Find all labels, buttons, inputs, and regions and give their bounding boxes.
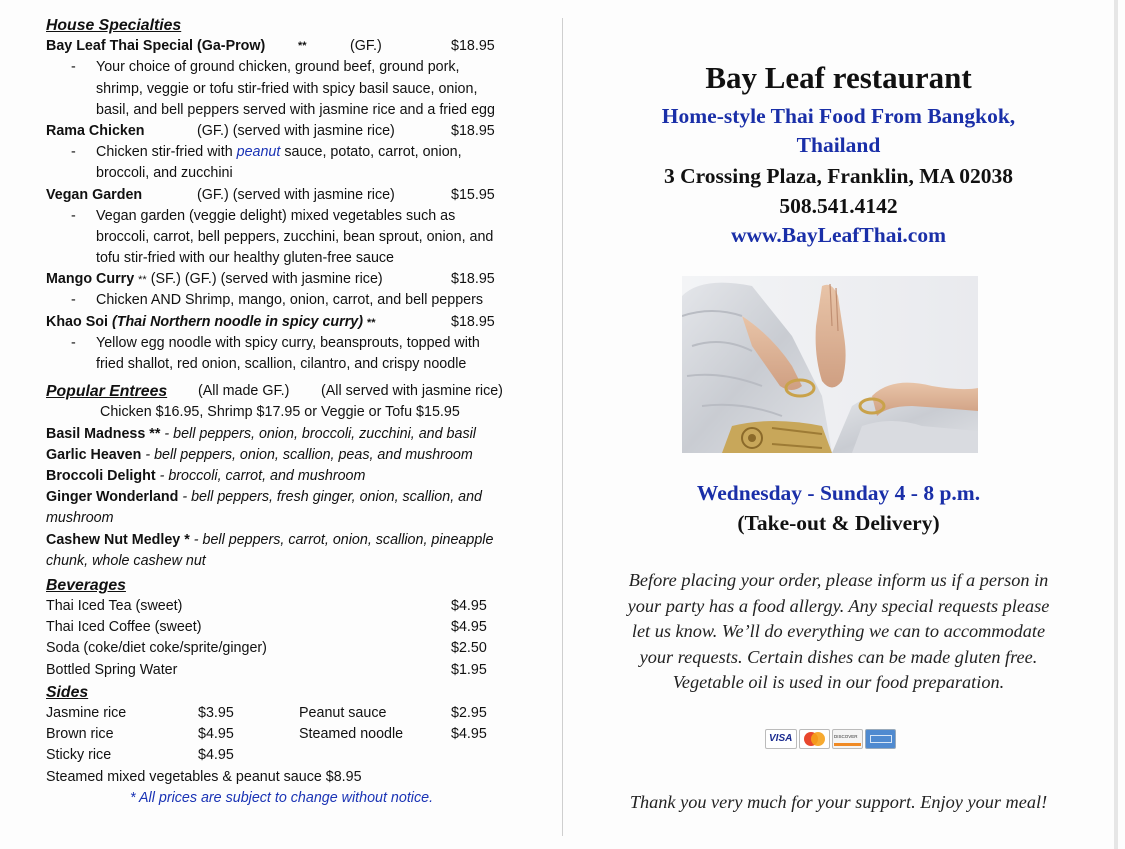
entree-description-continued: mushroom [46, 510, 114, 527]
item-note: (Thai Northern noodle in spicy curry) [111, 313, 363, 330]
restaurant-website: www.BayLeafThai.com [731, 223, 946, 247]
price-disclaimer: * All prices are subject to change without notice. [130, 789, 434, 806]
item-description: - Chicken AND Shrimp, mango, onion, carrot, and bell peppers [71, 292, 484, 309]
item-name: Bay Leaf Thai Special (Ga-Prow) [46, 38, 266, 55]
section-heading-sides: Sides [46, 683, 89, 701]
restaurant-name: Bay Leaf restaurant [705, 60, 972, 95]
item-price: $18.95 [451, 271, 495, 288]
item-description: basil, and bell peppers served with jasmine rice and a fried egg [96, 101, 495, 118]
item-description: - Yellow egg noodle with spicy curry, beansprouts, topped with [71, 334, 480, 351]
menu-item-mango-curry [46, 269, 546, 290]
item-description: tofu stir-fried with our healthy gluten-free sauce [96, 250, 395, 267]
restaurant-tagline: Home-style Thai Food From Bangkok, [661, 104, 1016, 128]
page-edge [1114, 0, 1118, 849]
item-tags: (GF.) (served with jasmine rice) [197, 122, 395, 139]
entree-garlic-heaven: Garlic Heaven - bell peppers, onion, scallion, peas, and mushroom [46, 446, 473, 463]
item-tags: (GF.) [350, 38, 382, 55]
entrees-prices: Chicken $16.95, Shrimp $17.95 or Veggie or Tofu $15.95 [100, 404, 460, 421]
restaurant-phone: 508.541.4142 [779, 194, 898, 218]
entrees-note: (All served with jasmine rice) [321, 383, 503, 400]
service-type: (Take-out & Delivery) [737, 511, 940, 535]
discover-card-icon: DISCOVER [832, 729, 863, 749]
side-item-row: Brown rice $4.95 Steamed noodle $4.95 [46, 726, 487, 743]
item-description: broccoli, and zucchini [96, 165, 233, 182]
item-name: Mango Curry [46, 271, 135, 288]
menu-left-column [46, 15, 546, 809]
entree-basil-madness: Basil Madness ** - bell peppers, onion, broccoli, zucchini, and basil [46, 425, 476, 442]
spicy-marker: ** [366, 316, 376, 329]
side-item-row: Jasmine rice $3.95 Peanut sauce $2.95 [46, 705, 487, 721]
menu-item-khao-soi [46, 312, 546, 333]
beverage-item: Thai Iced Tea (sweet) $4.95 [46, 598, 487, 615]
entree-broccoli-delight: Broccoli Delight - broccoli, carrot, and mushroom [46, 467, 366, 484]
accepted-cards [765, 729, 897, 749]
item-description: - Your choice of ground chicken, ground beef, ground pork, [71, 59, 460, 76]
opening-hours: Wednesday - Sunday 4 - 8 p.m. [696, 481, 981, 505]
beverage-item: Thai Iced Coffee (sweet) $4.95 [46, 619, 487, 636]
menu-item-rama-chicken [46, 121, 546, 142]
item-price: $18.95 [451, 38, 495, 55]
item-description: shrimp, veggie or tofu stir-fried with spicy basil sauce, onion, [96, 80, 478, 97]
item-description: fried shallot, red onion, scallion, cilantro, and crispy noodle [96, 356, 467, 372]
mastercard-icon [799, 729, 830, 749]
allergy-notice: Before placing your order, please inform us if a person in your party has a food allergy. Any special requests please let us know. We’ll do everything we can to accommodate your requests. Certain dishes can be made gluten free. Vegetable oil is used in our food preparation. [627, 570, 1050, 693]
item-price: $15.95 [451, 186, 495, 203]
spicy-marker: ** [138, 274, 147, 287]
entrees-note: (All made GF.) [198, 383, 290, 400]
item-name: Khao Soi [46, 313, 108, 330]
entree-ginger-wonderland: Ginger Wonderland - bell peppers, fresh ginger, onion, scallion, and [46, 489, 482, 506]
entree-description-continued: chunk, whole cashew nut [46, 552, 206, 569]
side-item-row: Sticky rice $4.95 [46, 747, 234, 764]
item-description: - Vegan garden (veggie delight) mixed vegetables such as [71, 207, 456, 224]
item-price: $18.95 [451, 313, 495, 330]
item-name: Rama Chicken [46, 122, 145, 139]
beverage-item: Bottled Spring Water $1.95 [46, 661, 487, 678]
section-heading-popular-entrees: Popular Entrees [46, 383, 168, 401]
side-mixed-vegetables: Steamed mixed vegetables & peanut sauce $8.95 [46, 768, 362, 785]
item-description: - Chicken stir-fried with peanut sauce, potato, carrot, onion, [71, 144, 462, 161]
item-tags: (SF.) (GF.) (served with jasmine rice) [150, 271, 383, 288]
restaurant-address: 3 Crossing Plaza, Franklin, MA 02038 [664, 164, 1013, 188]
spicy-marker: ** [298, 40, 307, 53]
menu-item-vegan-garden [46, 185, 546, 206]
item-tags: (GF.) (served with jasmine rice) [197, 186, 395, 203]
menu-item-bay-leaf-special [46, 36, 546, 57]
wai-greeting-photo [682, 276, 978, 453]
beverage-item: Soda (coke/diet coke/sprite/ginger) $2.50 [46, 640, 487, 657]
section-heading-house-specialties: House Specialties [46, 17, 182, 34]
thank-you-message: Thank you very much for your support. Enjoy your meal! [629, 792, 1048, 812]
item-description: broccoli, carrot, bell peppers, zucchini, bean sprout, onion, and [96, 228, 494, 245]
entree-cashew-nut-medley: Cashew Nut Medley * - bell peppers, carrot, onion, scallion, pineapple [46, 531, 494, 548]
restaurant-tagline-2: Thailand [796, 133, 881, 157]
visa-card-icon: VISA [765, 729, 797, 749]
amex-card-icon [865, 729, 896, 749]
item-name: Vegan Garden [46, 186, 143, 203]
section-heading-beverages: Beverages [46, 576, 126, 594]
item-price: $18.95 [451, 122, 495, 139]
popular-entrees-header [46, 381, 546, 402]
